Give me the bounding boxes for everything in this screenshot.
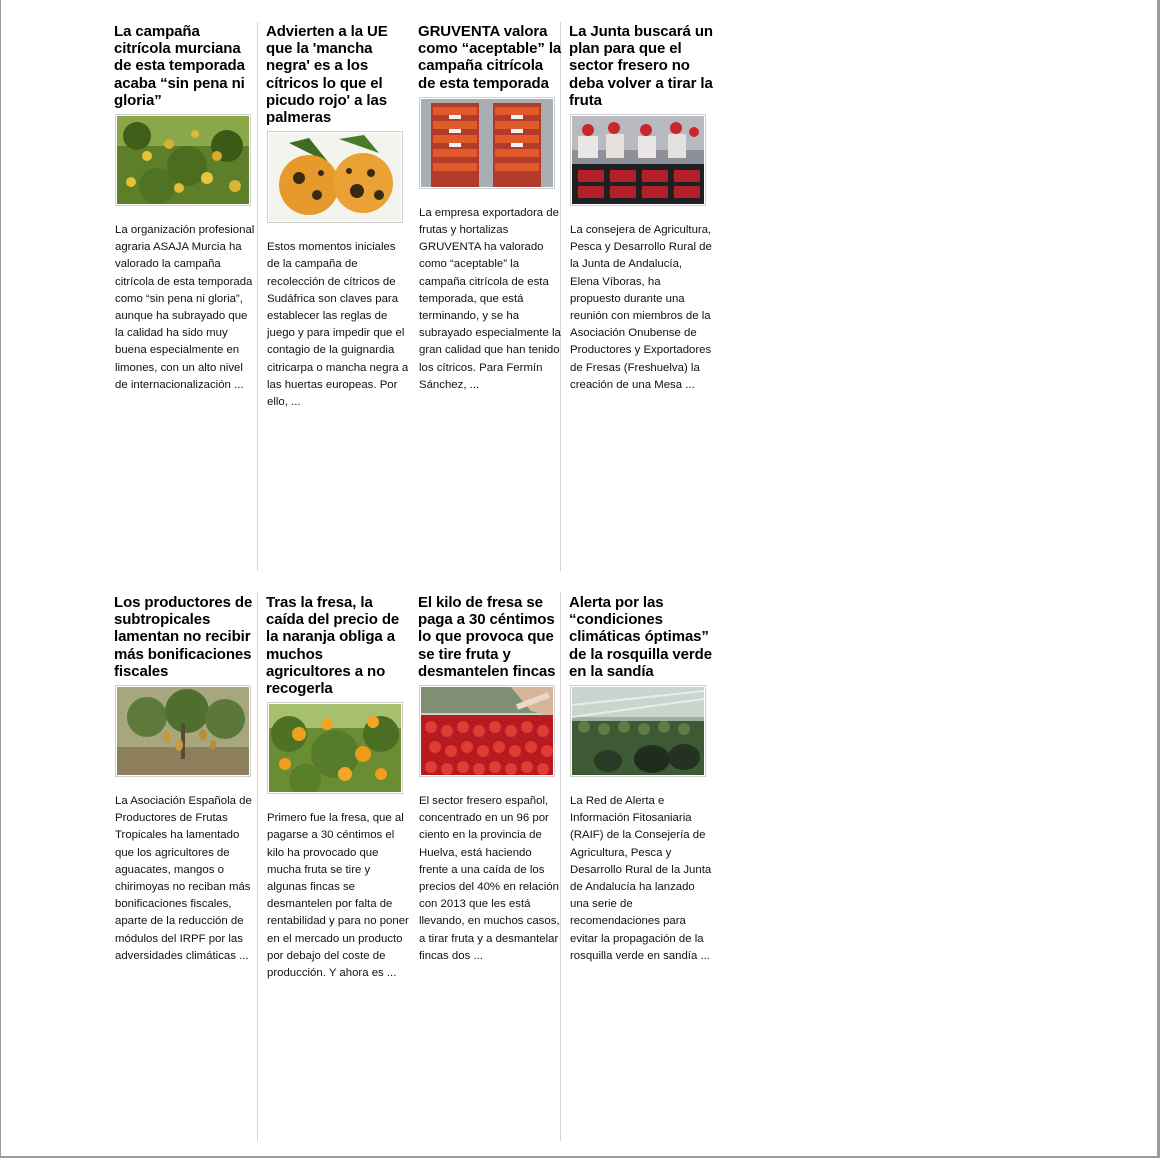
fruit-crates-photo <box>421 99 553 187</box>
article-title-link[interactable]: Tras la fresa, la caída del precio de la naranja obliga a muchos agricultores a no recogerla <box>266 594 400 698</box>
article-card <box>114 23 258 394</box>
article-summary: Primero fue la fresa, que al pagarse a 30 céntimos el kilo ha provocado que mucha fruta se tire y algunas fincas se desmantelen por falta de rentabilidad y para no poner en el mercado un producto por debajo del coste de producción. Y ahora es ... <box>267 812 409 980</box>
article-card <box>569 594 713 965</box>
article-thumbnail[interactable] <box>570 114 706 206</box>
article-title-link[interactable]: GRUVENTA valora como “aceptable” la campaña citrícola de esta temporada <box>418 23 562 92</box>
article-summary: La consejera de Agricultura, Pesca y Desarrollo Rural de la Junta de Andalucía, Elena Víboras, ha propuesto durante una reunión con miembros de la Asociación Onubense de Productores y Exportadores de Fresas (Freshuelva) la creación de una Mesa ... <box>570 224 712 391</box>
article-title-link[interactable]: La Junta buscará un plan para que el sector fresero no deba volver a tirar la fruta <box>569 23 713 109</box>
article-card <box>114 594 258 965</box>
article-summary: La organización profesional agraria ASAJA Murcia ha valorado la campaña citrícola de esta temporada como “sin pena ni gloria”, aunque ha subrayado que la calidad ha sido muy buena especialmente en limones, con un alto nivel de internacionalización ... <box>115 224 255 391</box>
article-title-link[interactable]: El kilo de fresa se paga a 30 céntimos lo que provoca que se tire fruta y desmantelen fincas <box>418 594 556 680</box>
article-card <box>418 23 562 394</box>
article-summary: Estos momentos iniciales de la campaña de recolección de cítricos de Sudáfrica son claves para establecer las reglas de juego y para impedir que el contagio de la guignardia citricarpa o mancha negra a las huertas europeas. Por ello, ... <box>267 241 409 409</box>
article-thumbnail[interactable] <box>570 685 706 777</box>
article-thumbnail[interactable] <box>115 685 251 777</box>
article-card <box>266 23 410 411</box>
article-title-link[interactable]: Alerta por las “condiciones climáticas óptimas” de la rosquilla verde en la sandía <box>569 594 712 680</box>
orange-tree-photo <box>269 704 401 792</box>
article-title-link[interactable]: Advierten a la UE que la 'mancha negra' es a los cítricos lo que el picudo rojo' a las palmeras <box>266 23 388 127</box>
article-summary: La Red de Alerta e Información Fitosaniaria (RAIF) de la Consejería de Agricultura, Pesca y Desarrollo Rural de la Junta de Andalucía ha lanzado una serie de recomendaciones para evitar la propagación de la rosquilla verde en sandía ... <box>570 795 712 962</box>
strawberry-box-photo <box>421 687 553 775</box>
lemon-tree-photo <box>117 116 249 204</box>
article-thumbnail[interactable] <box>115 114 251 206</box>
article-card <box>266 594 410 982</box>
article-thumbnail[interactable] <box>267 131 403 223</box>
article-thumbnail[interactable] <box>419 685 555 777</box>
article-thumbnail[interactable] <box>419 97 555 189</box>
article-summary: La Asociación Española de Productores de Frutas Tropicales ha lamentado que los agricultores de aguacates, mangos o chirimoyas no reciban más bonificaciones fiscales, aparte de la reducción de módulos del IRPF por las adversidades climáticas ... <box>115 795 252 962</box>
article-thumbnail[interactable] <box>267 702 403 794</box>
mango-tree-photo <box>117 687 249 775</box>
article-card <box>418 594 562 965</box>
article-card <box>569 23 713 394</box>
page-frame-left <box>0 0 1 1158</box>
article-title-link[interactable]: Los productores de subtropicales lamentan no recibir más bonificaciones fiscales <box>114 594 253 680</box>
watermelon-greenhouse-photo <box>572 687 704 775</box>
article-summary: El sector fresero español, concentrado en un 96 por ciento en la provincia de Huelva, está haciendo frente a una caída de los precios del 40% en relación con 2013 que les está llevando, en muchos casos, a tirar fruta y a desmantelar fincas dos ... <box>419 795 560 962</box>
strawberry-packing-photo <box>572 116 704 204</box>
article-summary: La empresa exportadora de frutas y hortalizas GRUVENTA ha valorado como “aceptable” la campaña citrícola de esta temporada, que está terminando, y se ha subrayado especialmente la gran calidad que han tenido los cítricos. Para Fermín Sánchez, ... <box>419 206 561 391</box>
article-title-link[interactable]: La campaña citrícola murciana de esta temporada acaba “sin pena ni gloria” <box>114 23 245 109</box>
black-spot-oranges-photo <box>269 133 401 221</box>
